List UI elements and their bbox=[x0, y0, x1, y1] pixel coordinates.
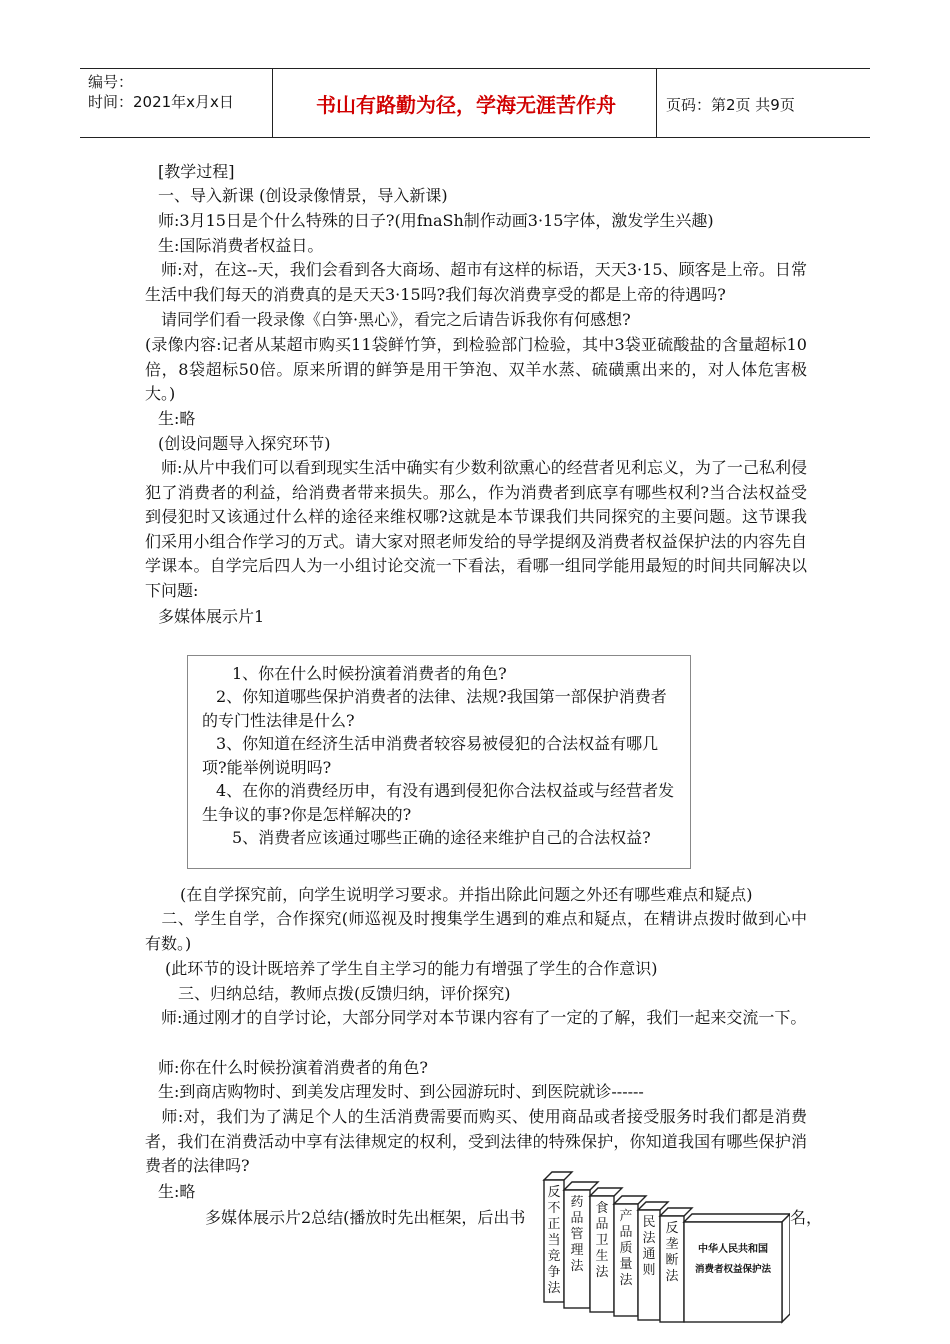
book-title-char: 则 bbox=[642, 1263, 656, 1278]
question-item: 5、消费者应该通过哪些正确的途径来维护自己的合法权益? bbox=[232, 828, 651, 847]
main-book-title: 中华人民共和国 bbox=[698, 1244, 768, 1255]
question-item: 2、你知道哪些保护消费者的法律、法规?我国第一部保护消费者的专门性法律是什么? bbox=[202, 687, 667, 730]
book-title-char: 法 bbox=[665, 1269, 679, 1284]
book-title-char: 食 bbox=[595, 1201, 609, 1216]
dialogue-line: 请同学们看一段录像《白笋·黑心》，看完之后请告诉我你有何感想? bbox=[145, 310, 631, 329]
book-top bbox=[684, 1214, 790, 1222]
header-meta bbox=[88, 72, 234, 112]
paragraph: 二、学生自学，合作探究(师巡视及时搜集学生遇到的难点和疑点，在精讲点拨时做到心中有数。) bbox=[145, 909, 807, 953]
book-title-char: 法 bbox=[619, 1273, 633, 1288]
book-title-char: 法 bbox=[595, 1265, 609, 1280]
header-divider bbox=[656, 69, 657, 137]
book-title-char: 争 bbox=[547, 1265, 561, 1280]
book-title-char: 品 bbox=[619, 1225, 633, 1240]
book-title-char: 断 bbox=[665, 1253, 679, 1268]
book-top bbox=[638, 1202, 668, 1210]
header-divider bbox=[272, 69, 273, 137]
book-title-char: 不 bbox=[547, 1201, 561, 1216]
book-title-char: 反 bbox=[665, 1221, 679, 1236]
slide-label: 多媒体展示片1 bbox=[158, 607, 265, 626]
book-title-char: 质 bbox=[619, 1241, 633, 1256]
book-title-char: 量 bbox=[619, 1257, 633, 1272]
book-title-char: 品 bbox=[595, 1217, 609, 1232]
question-item: 1、你在什么时候扮演着消费者的角色? bbox=[232, 664, 507, 683]
book-top bbox=[614, 1196, 646, 1204]
law-books-illustration bbox=[540, 1170, 790, 1325]
book-title-char: 管 bbox=[570, 1227, 584, 1242]
book-title-char: 民 bbox=[642, 1215, 656, 1230]
book-title-char: 生 bbox=[595, 1249, 609, 1264]
book-title-char: 正 bbox=[547, 1217, 561, 1232]
book-title-char: 卫 bbox=[595, 1233, 609, 1248]
page-header bbox=[80, 68, 870, 138]
question-item: 3、你知道在经济生活申消费者较容易被侵犯的合法权益有哪几项?能举例说明吗? bbox=[202, 734, 659, 777]
book-title-char: 法 bbox=[642, 1231, 656, 1246]
main-book-title: 消费者权益保护法 bbox=[694, 1264, 772, 1275]
slide-label: 多媒体展示片2总结(播放时先出框架，后出书 bbox=[205, 1208, 526, 1227]
page-info: 页码：第2页 共9页 bbox=[666, 96, 795, 114]
paragraph: 师:对，我们为了满足个人的生活消费需要而购买、使用商品或者接受服务时我们都是消费者，我们在消费活动中享有法律规定的权利，受到法律的特殊保护，你知道我国有哪些保护消费者的法律吗? bbox=[145, 1107, 807, 1176]
book-top bbox=[590, 1188, 622, 1196]
time-label: 时间：2021年x月x日 bbox=[88, 93, 234, 111]
question-item: 4、在你的消费经历申，有没有遇到侵犯你合法权益或与经营者发生争议的事?你是怎样解决的? bbox=[202, 781, 675, 824]
header-motto: 书山有路勤为径，学海无涯苦作舟 bbox=[316, 93, 616, 117]
book-title-char: 通 bbox=[642, 1247, 656, 1262]
book-title-char: 垄 bbox=[665, 1237, 679, 1252]
book-title-char: 法 bbox=[570, 1259, 584, 1274]
dialogue-line: 师:你在什么时候扮演着消费者的角色? bbox=[158, 1058, 428, 1077]
paragraph: (录像内容:记者从某超市购买11袋鲜竹笋，到检验部门检验，其中3袋亚硫酸盐的含量超标10倍，8袋超标50倍。原来所谓的鲜笋是用干笋泡、双羊水蒸、硫磺熏出来的，对人体危害极大。) bbox=[145, 335, 807, 404]
book-title-char: 理 bbox=[570, 1243, 584, 1258]
book-top bbox=[564, 1182, 598, 1190]
note-line: (创设问题导入探究环节) bbox=[158, 434, 331, 453]
note-line: (此环节的设计既培养了学生自主学习的能力有增强了学生的合作意识) bbox=[165, 959, 658, 978]
book-title-char: 药 bbox=[570, 1195, 584, 1210]
book-side bbox=[782, 1214, 790, 1322]
number-label: 编号： bbox=[88, 73, 134, 91]
book-title-char: 反 bbox=[547, 1185, 561, 1200]
dialogue-line: 生:国际消费者权益日。 bbox=[158, 236, 324, 255]
book-title-char: 产 bbox=[619, 1209, 633, 1224]
note-line: (在自学探究前，向学生说明学习要求。并指出除此问题之外还有哪些难点和疑点) bbox=[180, 885, 753, 904]
dialogue-line: 生:略 bbox=[158, 1182, 196, 1201]
dialogue-line: 生:略 bbox=[158, 409, 196, 428]
dialogue-line: 生:到商店购物时、到美发店理发时、到公园游玩时、到医院就诊------ bbox=[158, 1082, 644, 1101]
paragraph: 师:通过刚才的自学讨论，大部分同学对本节课内容有了一定的了解，我们一起来交流一下。 bbox=[145, 1008, 807, 1027]
slide-label-tail: 名， bbox=[790, 1208, 823, 1227]
paragraph: 师:从片中我们可以看到现实生活中确实有少数利欲熏心的经营者见利忘义，为了一己私利侵犯了消费者的利益，给消费者带来损失。那么，作为消费者到底享有哪些权利?当合法权益受到侵犯时又该通过什么样的途径来维权哪?这就是本节课我们共同探究的主要问题。这节课我们采用小组合作学习的万式。请大家对照老师发给的导学提纲及消费者权益保护法的内容先自学课本。自学完后四人为一小组讨论交流一下看法，看哪一组同学能用最短的时间共同解决以下问题: bbox=[145, 458, 807, 600]
paragraph: 师:对，在这--天，我们会看到各大商场、超市有这样的标语，天天3·15、顾客是上帝。日常生活中我们每天的消费真的是天天3·15吗?我们每次消费享受的都是上帝的待遇吗? bbox=[145, 260, 807, 304]
dialogue-line: 师:3月15日是个什么特殊的日子?(用fnaSh制作动画3·15字体，激发学生兴趣) bbox=[158, 211, 714, 230]
section-heading-1: 一、导入新课 (创设录像情景，导入新课) bbox=[158, 186, 448, 205]
book-top bbox=[660, 1208, 692, 1216]
book-title-char: 品 bbox=[570, 1211, 584, 1226]
book-title-char: 当 bbox=[547, 1233, 561, 1248]
book-title-char: 法 bbox=[547, 1281, 561, 1296]
question-box bbox=[187, 655, 691, 869]
section-heading-3: 三、归纳总结，教师点拨(反馈归纳，评价探究) bbox=[178, 984, 511, 1003]
book-top bbox=[544, 1172, 572, 1180]
book-title-char: 竞 bbox=[547, 1249, 561, 1264]
section-title: [教学过程] bbox=[158, 162, 235, 181]
